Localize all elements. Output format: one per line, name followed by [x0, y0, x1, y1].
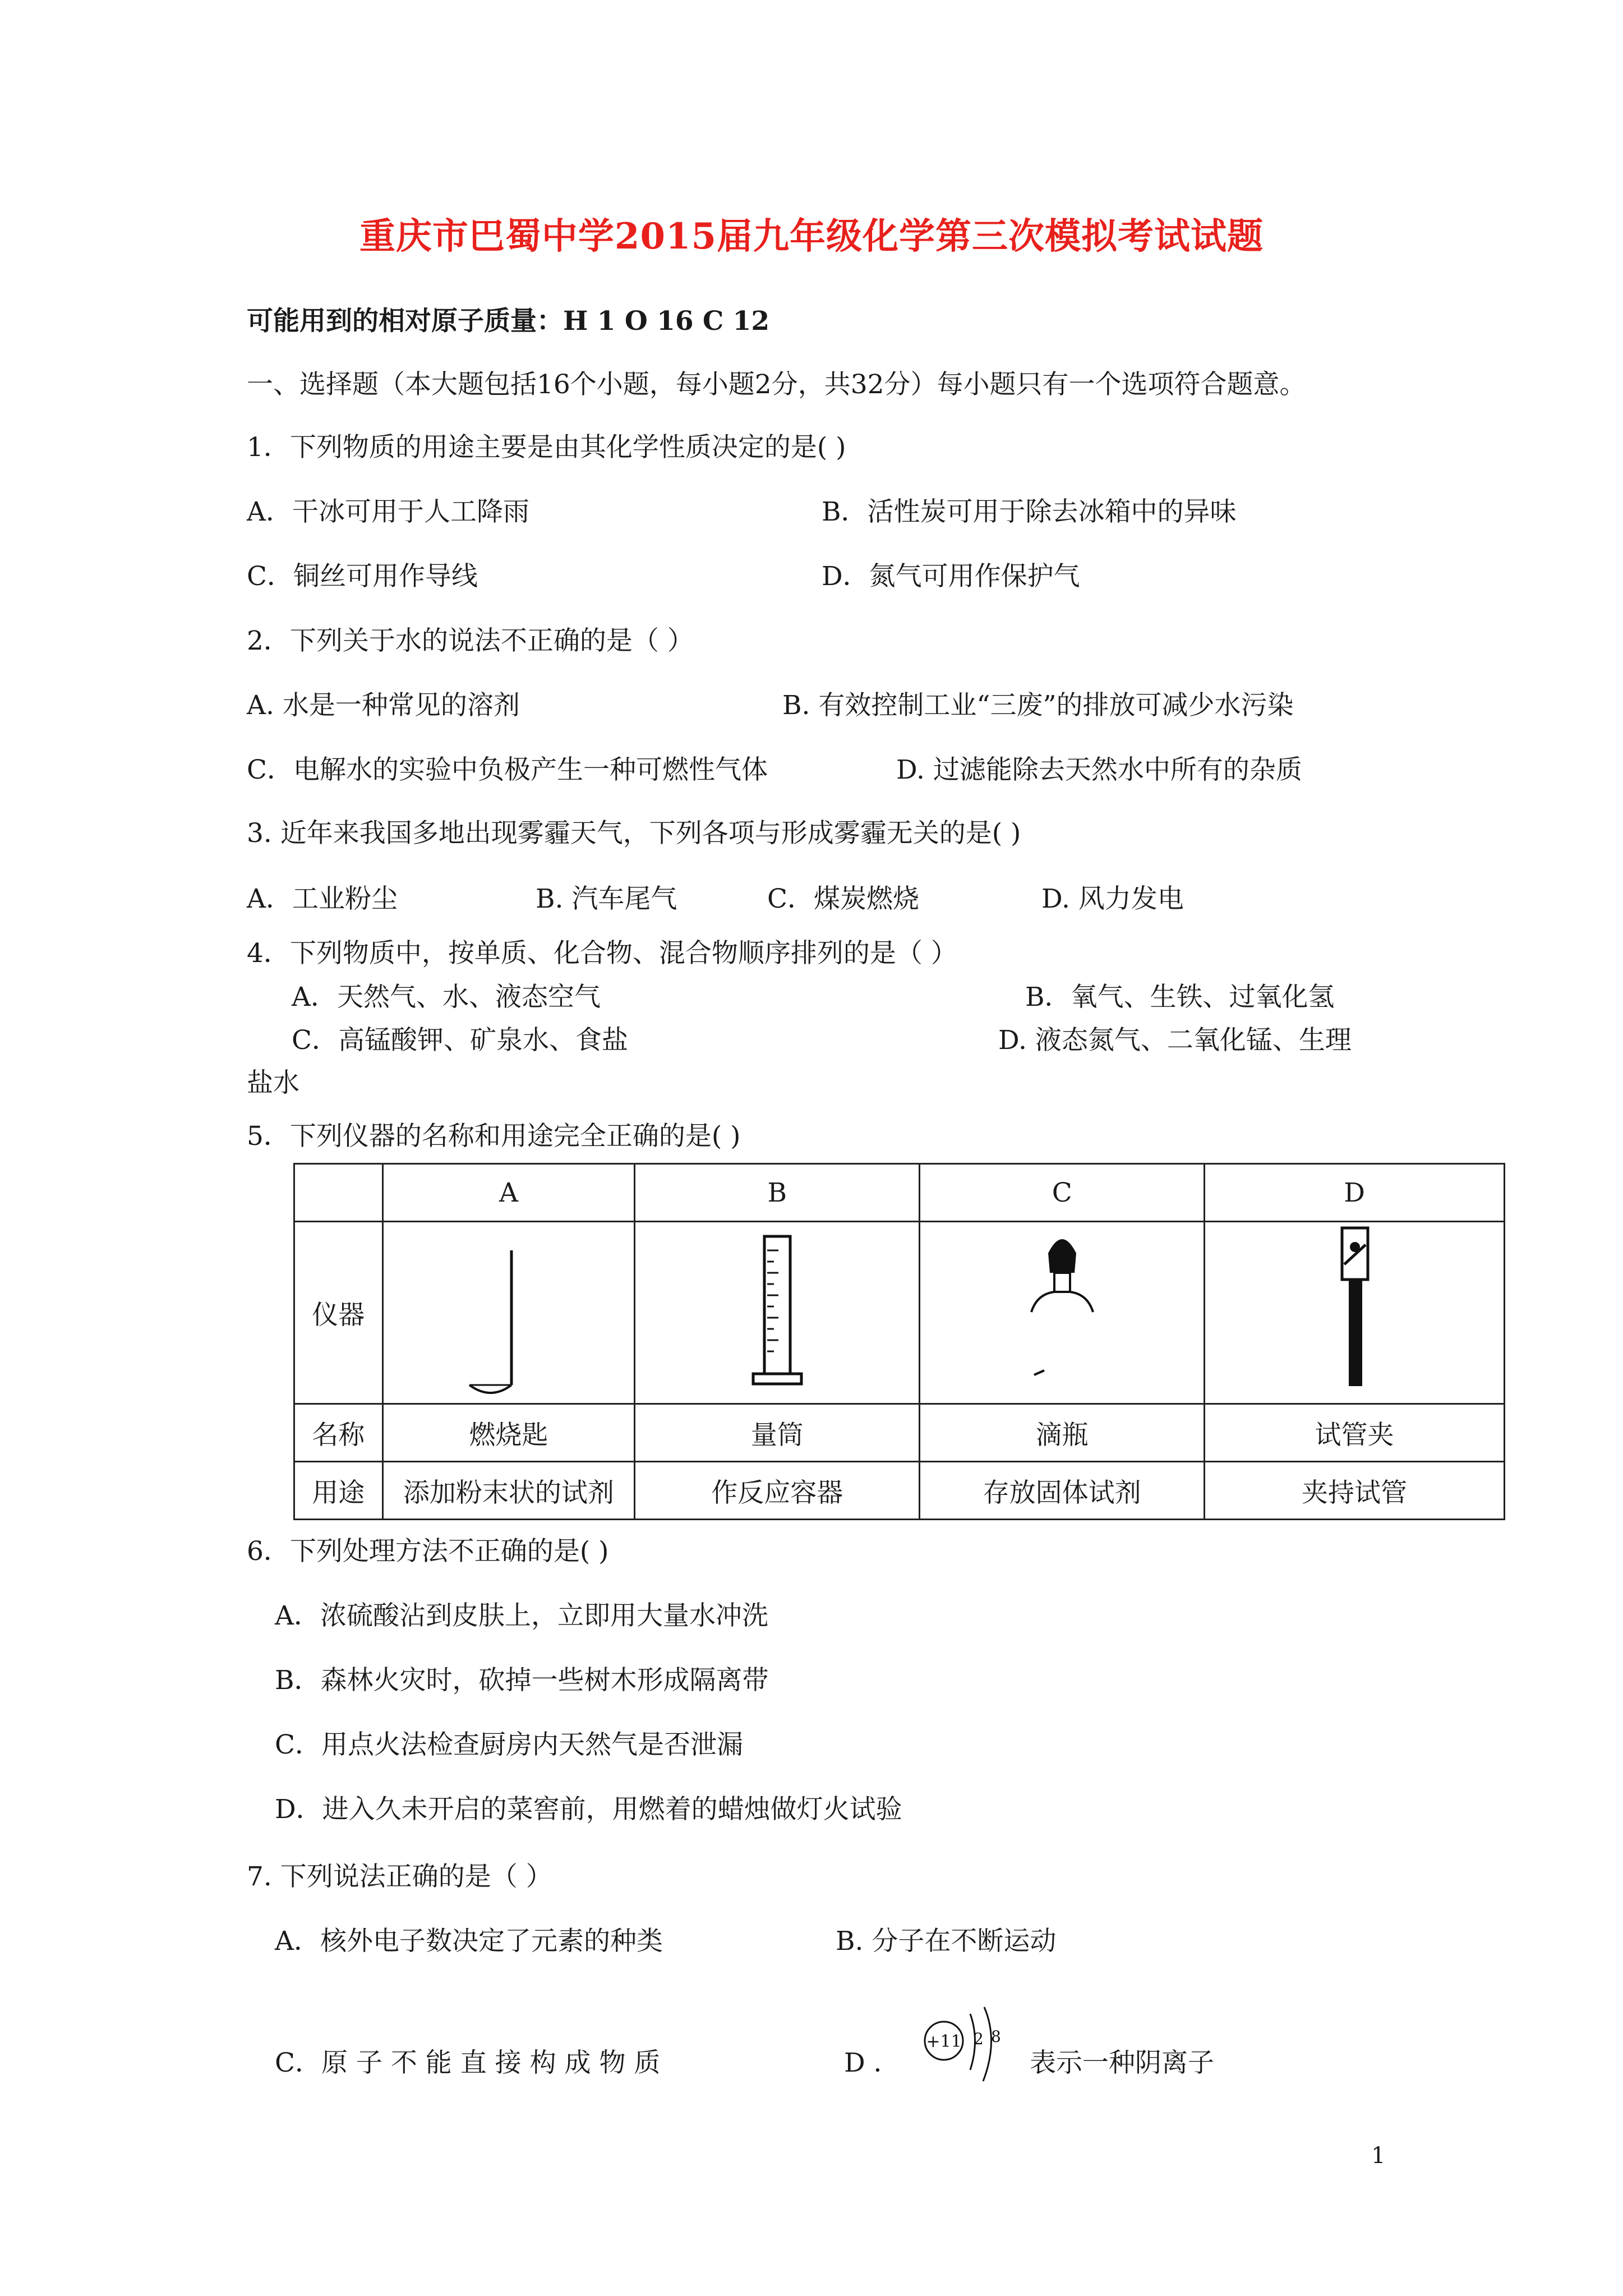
q3-option-d: D. 风力发电 [1041, 884, 1184, 914]
table-header-cell [294, 1164, 383, 1222]
q6-option-d: D．进入久未开启的菜窖前，用燃着的蜡烛做灯火试验 [275, 1794, 902, 1825]
shell-1-electrons: 2 [974, 2030, 984, 2048]
q1-option-a: A．干冰可用于人工降雨 [247, 496, 529, 527]
table-header-cell: C [920, 1164, 1205, 1222]
q4-option-d: D. 液态氮气、二氧化锰、生理 [998, 1025, 1352, 1056]
q7-stem: 7. 下列说法正确的是（ ） [247, 1861, 552, 1892]
instrument-name: 量筒 [635, 1404, 920, 1462]
q3-option-c: C．煤炭燃烧 [767, 884, 919, 914]
table-header-cell: B [635, 1164, 920, 1222]
instrument-name: 滴瓶 [920, 1404, 1205, 1462]
combustion-spoon-icon [385, 1222, 632, 1396]
instrument-use: 添加粉末状的试剂 [382, 1462, 635, 1520]
q6-stem: 6．下列处理方法不正确的是( ) [247, 1536, 609, 1567]
table-header-row [294, 1164, 1505, 1222]
q1-option-b: B．活性炭可用于除去冰箱中的异味 [822, 496, 1237, 527]
q7-option-d: D ． [844, 2047, 900, 2078]
q6-option-b: B．森林火灾时，砍掉一些树木形成隔离带 [275, 1665, 769, 1696]
dropper-bottle-icon [922, 1222, 1202, 1396]
graduated-cylinder-cell [635, 1222, 920, 1404]
atom-structure-diagram [917, 1997, 1018, 2098]
q1-option-c: C．铜丝可用作导线 [247, 561, 478, 592]
q3-stem: 3. 近年来我国多地出现雾霾天气，下列各项与形成雾霾无关的是( ) [247, 818, 1021, 849]
row-label-instrument: 仪器 [294, 1222, 383, 1404]
table-row [294, 1222, 1505, 1404]
test-tube-clamp-cell [1205, 1222, 1505, 1404]
instrument-table [293, 1163, 1505, 1520]
row-label-use: 用途 [294, 1462, 383, 1520]
q4-option-b: B．氧气、生铁、过氧化氢 [1025, 982, 1335, 1013]
table-row [294, 1462, 1505, 1520]
page-title: 重庆市巴蜀中学2015届九年级化学第三次模拟考试试题 [359, 215, 1264, 257]
q7-option-b: B. 分子在不断运动 [836, 1926, 1057, 1957]
q3-option-a: A．工业粉尘 [247, 884, 398, 914]
q3-option-b: B. 汽车尾气 [536, 884, 677, 914]
q2-option-c: C．电解水的实验中负极产生一种可燃性气体 [247, 754, 768, 785]
instrument-use: 作反应容器 [635, 1462, 920, 1520]
q1-option-d: D．氮气可用作保护气 [822, 561, 1080, 592]
q2-option-a: A. 水是一种常见的溶剂 [247, 690, 520, 721]
q2-option-b: B. 有效控制工业“三废”的排放可减少水污染 [782, 690, 1294, 721]
table-header-cell: D [1205, 1164, 1505, 1222]
q4-option-c: C．高锰酸钾、矿泉水、食盐 [292, 1025, 628, 1056]
shell-2-electrons: 8 [991, 2027, 1001, 2046]
combustion-spoon-cell [382, 1222, 635, 1404]
dropper-bottle-cell [920, 1222, 1205, 1404]
q6-option-a: A．浓硫酸沾到皮肤上，立即用大量水冲洗 [275, 1600, 768, 1631]
graduated-cylinder-icon [637, 1222, 917, 1396]
instrument-use: 夹持试管 [1205, 1462, 1505, 1520]
section-heading: 一、选择题（本大题包括16个小题，每小题2分，共32分）每小题只有一个选项符合题意。 [247, 369, 1306, 400]
q2-option-d: D. 过滤能除去天然水中所有的杂质 [896, 754, 1302, 785]
q4-option-d-continued: 盐水 [247, 1068, 299, 1098]
instrument-name: 燃烧匙 [382, 1404, 635, 1462]
q4-stem: 4．下列物质中，按单质、化合物、混合物顺序排列的是（ ） [247, 938, 957, 969]
q7-option-c: C．原 子 不 能 直 接 构 成 物 质 [275, 2047, 661, 2078]
atomic-mass-note: 可能用到的相对原子质量：H 1 O 16 C 12 [247, 306, 770, 337]
q2-stem: 2．下列关于水的说法不正确的是（ ） [247, 625, 694, 656]
row-label-name: 名称 [294, 1404, 383, 1462]
q1-stem: 1．下列物质的用途主要是由其化学性质决定的是( ) [247, 432, 846, 463]
q6-option-c: C．用点火法检查厨房内天然气是否泄漏 [275, 1729, 743, 1760]
table-header-cell: A [382, 1164, 635, 1222]
nucleus-charge: +11 [926, 2032, 962, 2051]
q4-option-a: A．天然气、水、液态空气 [292, 982, 601, 1013]
instrument-use: 存放固体试剂 [920, 1462, 1205, 1520]
q7-option-d-text: 表示一种阴离子 [1030, 2047, 1214, 2078]
q5-stem: 5．下列仪器的名称和用途完全正确的是( ) [247, 1121, 741, 1152]
test-tube-clamp-icon [1207, 1222, 1502, 1396]
page-number: 1 [1371, 2143, 1386, 2169]
table-row [294, 1404, 1505, 1462]
q7-option-a: A．核外电子数决定了元素的种类 [275, 1926, 663, 1957]
instrument-name: 试管夹 [1205, 1404, 1505, 1462]
